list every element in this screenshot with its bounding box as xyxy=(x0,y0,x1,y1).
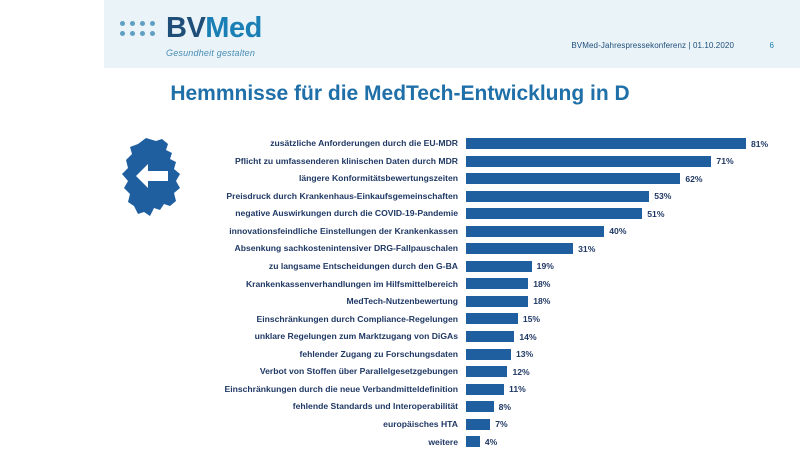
bar-fill xyxy=(466,419,490,430)
bar-category-label: Preisdruck durch Krankenhaus-Einkaufsgemeinschaften xyxy=(226,190,458,201)
bar-value-label: 8% xyxy=(498,401,512,412)
bvmed-logo xyxy=(120,14,262,58)
bar-value-label: 18% xyxy=(533,278,551,289)
bar-row xyxy=(190,154,780,169)
bar-category-label: Einschränkungen durch Compliance-Regelungen xyxy=(256,313,458,324)
bar-row xyxy=(190,329,780,344)
bar-row xyxy=(190,189,780,204)
bar-category-label: negative Auswirkungen durch die COVID-19-Pandemie xyxy=(235,208,458,219)
bar-row xyxy=(190,206,780,221)
bar-row xyxy=(190,224,780,239)
bar-track xyxy=(466,156,780,167)
bar-category-label: fehlende Standards und Interoperabilität xyxy=(292,401,458,412)
page-number: 6 xyxy=(769,41,774,50)
bar-track xyxy=(466,208,780,219)
bar-value-label: 51% xyxy=(647,208,665,219)
bar-fill xyxy=(466,173,680,184)
bar-fill xyxy=(466,191,649,202)
bar-value-label: 12% xyxy=(512,366,530,377)
bar-category-label: Einschränkungen durch die neue Verbandmitteldefinition xyxy=(224,383,458,394)
bar-category-label: unklare Regelungen zum Marktzugang von DiGAs xyxy=(254,331,458,342)
germany-map-icon xyxy=(116,136,192,222)
bar-row xyxy=(190,171,780,186)
logo-dots-icon xyxy=(120,21,157,38)
bar-track xyxy=(466,401,780,412)
bar-track xyxy=(466,436,780,447)
bar-chart xyxy=(190,136,780,452)
bar-value-label: 4% xyxy=(484,436,498,447)
bar-track xyxy=(466,313,780,324)
bar-category-label: Verbot von Stoffen über Parallelgesetzgebungen xyxy=(259,366,458,377)
bar-track xyxy=(466,331,780,342)
bar-fill xyxy=(466,313,518,324)
bar-row xyxy=(190,259,780,274)
bar-category-label: Krankenkassenverhandlungen im Hilfsmittelbereich xyxy=(245,278,458,289)
bar-track xyxy=(466,226,780,237)
logo-claim: Gesundheit gestalten xyxy=(166,48,256,58)
bar-value-label: 53% xyxy=(654,191,672,202)
bar-fill xyxy=(466,261,532,272)
page-title: Hemmnisse für die MedTech-Entwicklung in D xyxy=(170,82,630,105)
header-left-spacer xyxy=(0,0,104,68)
bar-category-label: fehlender Zugang zu Forschungsdaten xyxy=(299,348,458,359)
bar-value-label: 71% xyxy=(716,156,734,167)
bar-track xyxy=(466,296,780,307)
bar-fill xyxy=(466,156,711,167)
bar-value-label: 40% xyxy=(609,226,627,237)
bar-value-label: 19% xyxy=(536,261,554,272)
bar-category-label: innovationsfeindliche Einstellungen der Krankenkassen xyxy=(229,225,458,236)
bar-track xyxy=(466,173,780,184)
logo-text-med: Med xyxy=(205,12,262,44)
bar-category-label: MedTech-Nutzenbewertung xyxy=(346,296,458,307)
bar-fill xyxy=(466,208,642,219)
bar-row xyxy=(190,382,780,397)
bar-track xyxy=(466,419,780,430)
bar-category-label: Absenkung sachkostenintensiver DRG-Fallpauschalen xyxy=(234,243,458,254)
bar-category-label: zusätzliche Anforderungen durch die EU-MDR xyxy=(270,138,458,149)
bar-fill xyxy=(466,226,604,237)
bar-value-label: 81% xyxy=(751,138,769,149)
bar-track xyxy=(466,366,780,377)
bar-track xyxy=(466,349,780,360)
bar-fill xyxy=(466,296,528,307)
bar-value-label: 14% xyxy=(519,331,537,342)
bar-fill xyxy=(466,349,511,360)
bar-row xyxy=(190,417,780,432)
logo-text-bv: BV xyxy=(166,12,206,44)
bar-row xyxy=(190,276,780,291)
bar-value-label: 7% xyxy=(495,419,508,430)
bar-fill xyxy=(466,384,504,395)
bar-value-label: 11% xyxy=(509,384,526,395)
bar-value-label: 31% xyxy=(578,243,596,254)
bar-category-label: längere Konformitätsbewertungszeiten xyxy=(298,173,458,184)
bar-value-label: 18% xyxy=(533,296,551,307)
bar-value-label: 13% xyxy=(515,349,534,360)
bar-row xyxy=(190,241,780,256)
bar-fill xyxy=(466,366,507,377)
bar-value-label: 15% xyxy=(522,313,541,324)
bar-row xyxy=(190,136,780,151)
bar-category-label: europäisches HTA xyxy=(383,418,458,429)
bar-track xyxy=(466,243,780,254)
bar-track xyxy=(466,384,780,395)
bar-track xyxy=(466,138,780,149)
bar-fill xyxy=(466,138,746,149)
bar-fill xyxy=(466,278,528,289)
bar-row xyxy=(190,294,780,309)
bar-value-label: 62% xyxy=(685,173,703,184)
bar-row xyxy=(190,311,780,326)
bar-row xyxy=(190,364,780,379)
bar-row xyxy=(190,347,780,362)
bar-row xyxy=(190,434,780,449)
bar-category-label: zu langsame Entscheidungen durch den G-BA xyxy=(268,261,458,272)
bar-fill xyxy=(466,243,573,254)
bar-fill xyxy=(466,436,480,447)
bar-track xyxy=(466,261,780,272)
bar-category-label: Pflicht zu umfassenderen klinischen Daten durch MDR xyxy=(234,155,458,166)
bar-track xyxy=(466,278,780,289)
bar-row xyxy=(190,399,780,414)
header-meta: BVMed-Jahrespressekonferenz | 01.10.2020 xyxy=(571,41,734,50)
bar-fill xyxy=(466,331,514,342)
bar-track xyxy=(466,191,780,202)
bar-category-label: weitere xyxy=(428,436,458,447)
bar-fill xyxy=(466,401,494,412)
